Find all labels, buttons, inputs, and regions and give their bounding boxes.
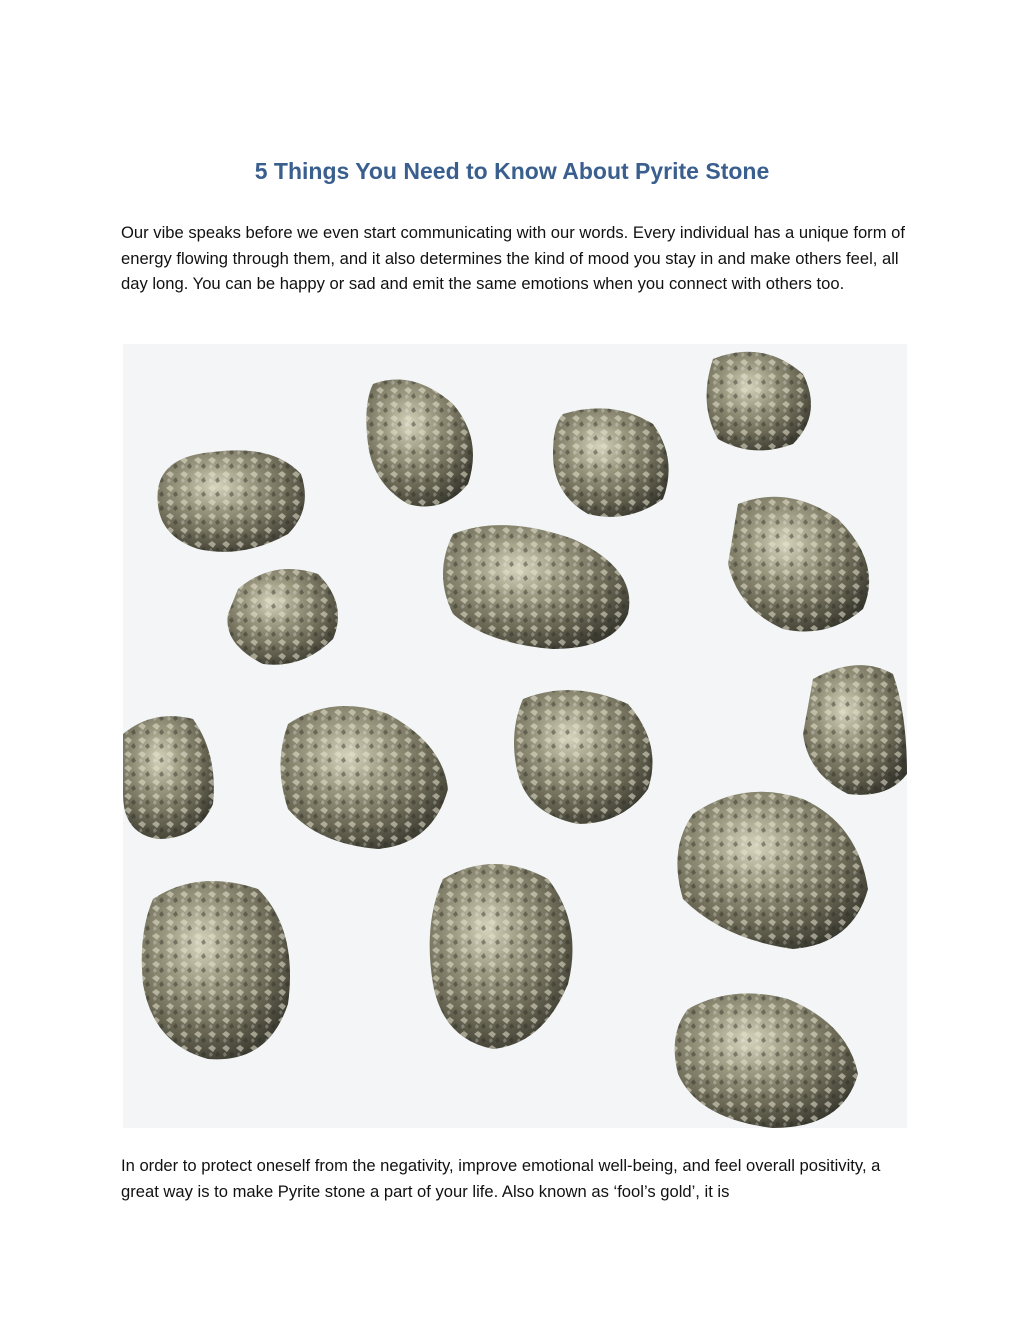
stone-1 xyxy=(158,450,305,552)
intro-paragraph: Our vibe speaks before we even start communicating with our words. Every individual has a unique form of energy flowing through them, and it also determines the kind of mood you stay in and make others feel, all day long. You can be happy or sad and emit the same emotions when you connect with others too. xyxy=(121,223,905,293)
document-title: 5 Things You Need to Know About Pyrite Stone xyxy=(254,158,770,184)
pyrite-stones-photo xyxy=(123,344,907,1128)
body-paragraph: In order to protect oneself from the negativity, improve emotional well-being, and feel overall positivity, a great way is to make Pyrite stone a part of your life. Also known as ‘fool’s gold’, it is xyxy=(121,1156,881,1201)
stone-8 xyxy=(123,716,214,839)
